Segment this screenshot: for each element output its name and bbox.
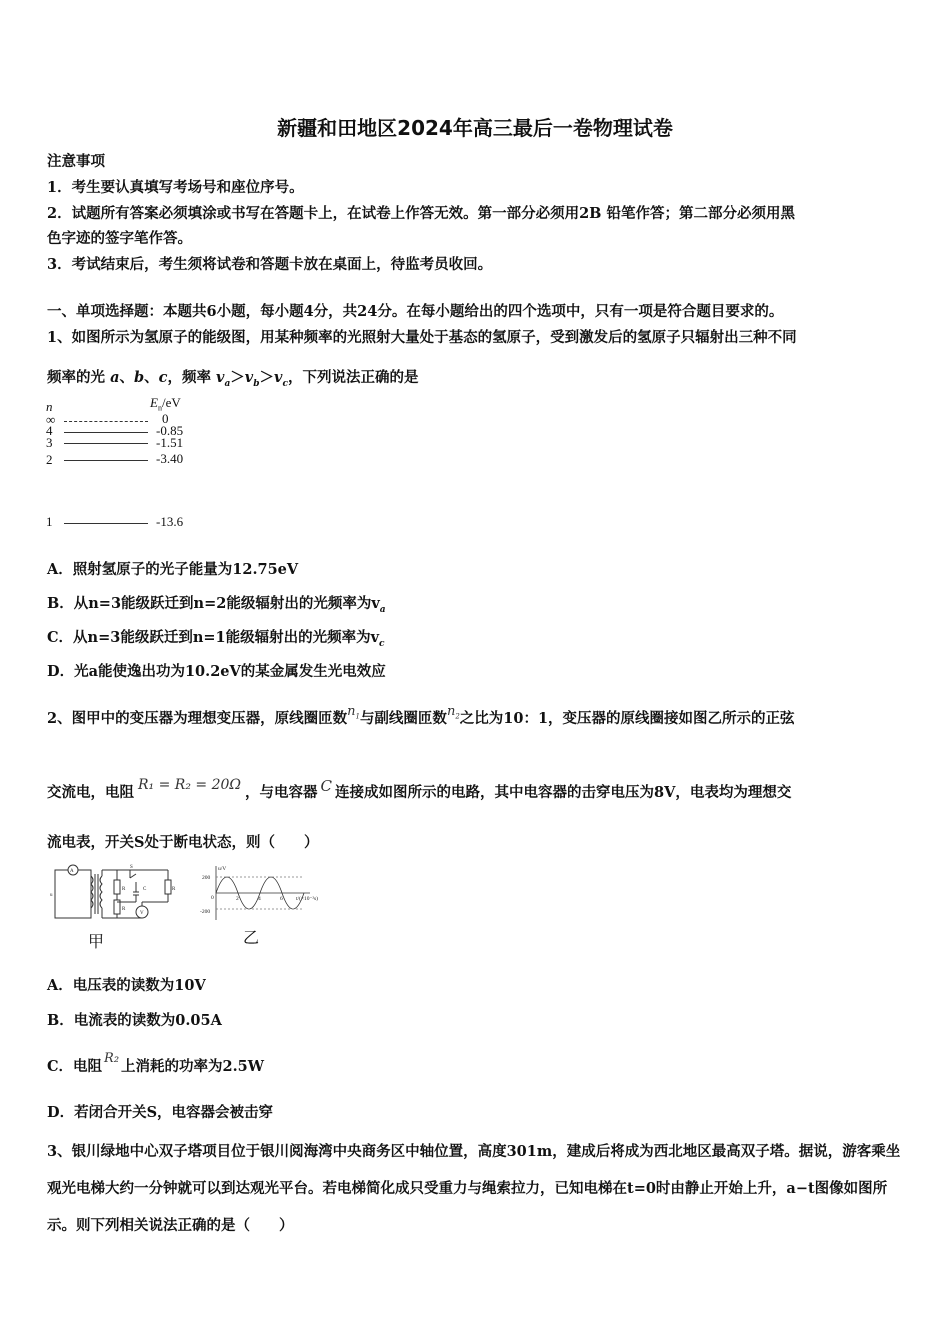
notice-item-2-cont: 色字迹的签字笔作答。 — [47, 230, 192, 247]
q1-option-d[interactable]: D．光a能使逸出功为10.2eV的某金属发生光电效应 — [47, 663, 386, 680]
resistance-formula: R₁ = R₂ = 20Ω — [138, 777, 241, 793]
circuit-diagram — [50, 862, 180, 930]
q2-option-c[interactable]: C．电阻 R₂ 上消耗的功率为2.5W — [47, 1051, 265, 1075]
figure-a-label: 甲 — [88, 932, 105, 951]
n2-symbol: n — [446, 704, 456, 719]
level-line-3 — [64, 443, 148, 444]
q2-stem-line2: 交流电，电阻 R₁ = R₂ = 20Ω ，与电容器 C 连接成如图所示的电路，其中电容器的击穿电压为8V，电表均为理想交 — [47, 777, 792, 801]
q3-stem: 3、银川绿地中心双子塔项目位于银川阅海湾中央商务区中轴位置，高度301m，建成后将成为西北地区最高双子塔。据说，游客乘坐观光电梯大约一分钟就可以到达观光平台。若电梯简化成只受重力与绳索拉力，已知电梯在t=0时由静止开始上升，a−t图像如图所示。则下列相关说法正确的是（ ） — [47, 1143, 901, 1234]
energy-level-diagram — [44, 395, 244, 535]
level-e-3: -1.51 — [156, 435, 184, 450]
graph-y-max: 200 — [202, 875, 211, 881]
q1-stem-text-a: 频率的光 — [47, 369, 105, 386]
q2-option-a[interactable]: A．电压表的读数为10V — [47, 977, 206, 994]
notice-item-2: 2．试题所有答案必须填涂或书写在答题卡上，在试卷上作答无效。第一部分必须用2B 铅笔作答；第二部分必须用黑 — [47, 205, 795, 222]
level-n-inf: ∞ — [46, 412, 56, 427]
level-e-inf: 0 — [162, 411, 169, 426]
q1-letter-c: c — [158, 369, 168, 386]
svg-text:C: C — [143, 887, 147, 892]
q2-stem-line3: 流电表，开关S处于断电状态，则（ ） — [47, 834, 319, 851]
graph-tick-6: 6 — [280, 896, 283, 902]
q1-stem-text-b: ，频率 — [167, 369, 211, 386]
q2-stem-line1: 2、图甲中的变压器为理想变压器，原线圈匝数$n_1$与副线圈匝数$n_2$之比为10：1，变压器的原线圈接如图乙所示的正弦 — [47, 704, 795, 727]
q1-letter-b: b — [133, 369, 145, 386]
graph-tick-2: 2 — [236, 896, 239, 902]
q1-option-a[interactable]: A．照射氢原子的光子能量为12.75eV — [47, 561, 299, 578]
level-n-1: 1 — [46, 514, 53, 529]
notice-heading: 注意事项 — [47, 153, 105, 170]
graph-x-label: t/(×10⁻²s) — [296, 896, 319, 902]
level-n-3: 3 — [46, 435, 53, 450]
n1-symbol: n — [347, 704, 356, 719]
level-e-4: -0.85 — [156, 423, 184, 438]
svg-text:R: R — [122, 907, 126, 912]
level-line-1 — [64, 523, 148, 524]
r2-symbol: R₂ — [104, 1051, 120, 1066]
capacitor-symbol: C — [320, 777, 332, 795]
q1-stem-text-c: ，下列说法正确的是 — [287, 369, 419, 386]
sine-wave-graph — [198, 864, 343, 922]
graph-y-label: u/V — [218, 866, 227, 872]
svg-text:R: R — [122, 887, 126, 892]
q2-option-d[interactable]: D．若闭合开关S，电容器会被击穿 — [47, 1104, 274, 1121]
graph-y-min: -200 — [200, 909, 211, 915]
level-line-4 — [64, 432, 148, 433]
q2-option-b[interactable]: B．电流表的读数为0.05A — [47, 1012, 222, 1029]
level-line-2 — [64, 460, 148, 461]
energy-axis-label: $E_n/eV$ — [150, 395, 181, 413]
level-n-2: 2 — [46, 452, 53, 467]
level-line-inf — [64, 421, 148, 422]
svg-text:u: u — [50, 893, 53, 898]
notice-item-3: 3．考试结束后，考生须将试卷和答题卡放在桌面上，待监考员收回。 — [47, 256, 493, 273]
n-axis-label: n — [46, 399, 53, 414]
figure-b-label: 乙 — [243, 928, 260, 947]
level-e-2: -3.40 — [156, 451, 184, 466]
level-e-1: -13.6 — [156, 514, 184, 529]
q1-option-c[interactable]: C．从n=3能级跃迁到n=1能级辐射出的光频率为$v_c$ — [47, 629, 385, 649]
page-title: 新疆和田地区2024年高三最后一卷物理试卷 — [277, 116, 673, 140]
section-heading: 一、单项选择题：本题共6小题，每小题4分，共24分。在每小题给出的四个选项中，只有一项是符合题目要求的。 — [47, 303, 784, 320]
graph-tick-4: 4 — [258, 896, 261, 902]
q1-letter-a: a — [110, 369, 120, 386]
notice-item-1: 1．考生要认真填写考场号和座位序号。 — [47, 179, 304, 196]
svg-text:R: R — [172, 887, 176, 892]
svg-text:S: S — [130, 865, 133, 870]
graph-origin: 0 — [211, 895, 214, 901]
q1-stem-line2: 频率的光 a、b、c，频率 $v_a>v_b>v_c$，下列说法正确的是 — [47, 369, 419, 389]
q1-stem-line1: 1、如图所示为氢原子的能级图，用某种频率的光照射大量处于基态的氢原子，受到激发后的氢原子只辐射出三种不同 — [47, 329, 797, 346]
svg-text:A: A — [70, 869, 74, 874]
q1-option-b[interactable]: B．从n=3能级跃迁到n=2能级辐射出的光频率为$v_a$ — [47, 595, 386, 615]
level-n-4: 4 — [46, 423, 53, 438]
svg-text:V: V — [140, 911, 144, 916]
